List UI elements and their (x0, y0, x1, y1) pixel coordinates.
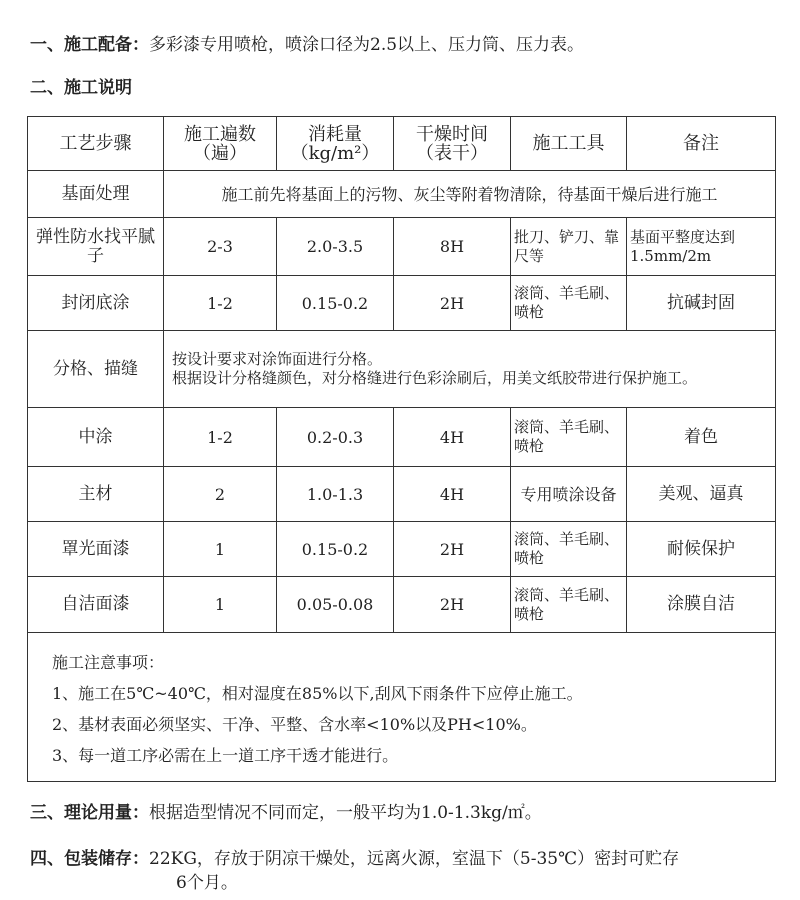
section-storage: 四、包装储存：22KG，存放于阴凉干燥处，远离火源，室温下（5-35℃）密封可贮存 6个月。 (30, 849, 680, 893)
table-cell: 耐候保护 (627, 522, 776, 577)
column-header (164, 117, 277, 171)
note-line: 施工注意事项： (52, 653, 165, 672)
section-instructions-title: 二、施工说明 (30, 78, 132, 98)
header-text: 施工工具 (532, 133, 605, 154)
construction-table (27, 116, 776, 782)
table-cell: 8H (394, 218, 511, 276)
table-cell (164, 331, 776, 408)
table-cell: 专用喷涂设备 (511, 467, 627, 522)
table-row (28, 218, 776, 276)
table-cell: 美观、逼真 (627, 467, 776, 522)
column-header (511, 117, 627, 171)
table-cell: 施工前先将基面上的污物、灰尘等附着物清除，待基面干燥后进行施工 (164, 171, 776, 218)
header-text: （表干） (416, 142, 488, 164)
table-cell: 主材 (28, 467, 164, 522)
span-line: 根据设计分格缝颜色，对分格缝进行色彩涂刷后，用美文纸胶带进行保护施工。 (172, 369, 698, 387)
table-cell: 2H (394, 577, 511, 633)
table-cell: 抗碱封固 (627, 276, 776, 331)
table-cell: 2 (164, 467, 277, 522)
table-cell: 封闭底涂 (28, 276, 164, 331)
table-row (28, 408, 776, 467)
header-text: （kg/m²） (290, 142, 380, 164)
header-text: 工艺步骤 (59, 133, 132, 154)
section-usage: 三、理论用量：根据造型情况不同而定，一般平均为1.0-1.3kg/㎡。 (30, 803, 542, 823)
header-text: 施工遍数 (184, 123, 256, 145)
table-cell: 罩光面漆 (28, 522, 164, 577)
table-cell: 1 (164, 522, 277, 577)
table-cell: 0.05-0.08 (277, 577, 394, 633)
column-header (28, 117, 164, 171)
table-row (28, 577, 776, 633)
notes-row (28, 633, 776, 782)
table-row (28, 467, 776, 522)
table-header-row (28, 117, 776, 171)
table-cell: 1.0-1.3 (277, 467, 394, 522)
note-line: 1、施工在5℃~40℃，相对湿度在85%以下,刮风下雨条件下应停止施工。 (52, 684, 583, 703)
table-cell: 2.0-3.5 (277, 218, 394, 276)
table-cell: 1-2 (164, 408, 277, 467)
note-line: 2、基材表面必须坚实、干净、平整、含水率<10%以及PH<10%。 (52, 715, 537, 734)
table-cell: 滚筒、羊毛刷、喷枪 (511, 522, 627, 577)
header-text: 干燥时间 (416, 123, 488, 145)
construction-notes (28, 633, 776, 782)
table-cell: 4H (394, 467, 511, 522)
table-cell: 2-3 (164, 218, 277, 276)
table-cell: 基面处理 (28, 171, 164, 218)
table-cell: 基面平整度达到1.5mm/2m (627, 218, 776, 276)
table-cell: 2H (394, 522, 511, 577)
table-row (28, 331, 776, 408)
table-cell: 中涂 (28, 408, 164, 467)
table-row (28, 522, 776, 577)
column-header (277, 117, 394, 171)
table-cell: 弹性防水找平腻子 (28, 218, 164, 276)
table-row (28, 171, 776, 218)
table-cell: 1-2 (164, 276, 277, 331)
header-text: 备注 (683, 133, 719, 154)
table-cell: 自洁面漆 (28, 577, 164, 633)
table-cell: 着色 (627, 408, 776, 467)
table-cell: 涂膜自洁 (627, 577, 776, 633)
note-line: 3、每一道工序必需在上一道工序干透才能进行。 (52, 746, 399, 765)
header-text: （遍） (193, 142, 247, 164)
table-cell: 4H (394, 408, 511, 467)
table-cell: 0.2-0.3 (277, 408, 394, 467)
table-cell: 滚筒、羊毛刷、喷枪 (511, 276, 627, 331)
table-cell: 1 (164, 577, 277, 633)
table-row (28, 276, 776, 331)
table-cell: 滚筒、羊毛刷、喷枪 (511, 577, 627, 633)
table-cell: 滚筒、羊毛刷、喷枪 (511, 408, 627, 467)
span-line: 按设计要求对涂饰面进行分格。 (172, 350, 383, 368)
table-cell: 分格、描缝 (28, 331, 164, 408)
column-header (627, 117, 776, 171)
column-header (394, 117, 511, 171)
section-equipment: 一、施工配备：多彩漆专用喷枪，喷涂口径为2.5以上、压力筒、压力表。 (30, 35, 585, 55)
header-text: 消耗量 (308, 123, 362, 145)
table-cell: 2H (394, 276, 511, 331)
table-cell: 0.15-0.2 (277, 276, 394, 331)
table-cell: 0.15-0.2 (277, 522, 394, 577)
table-cell: 批刀、铲刀、靠尺等 (511, 218, 627, 276)
